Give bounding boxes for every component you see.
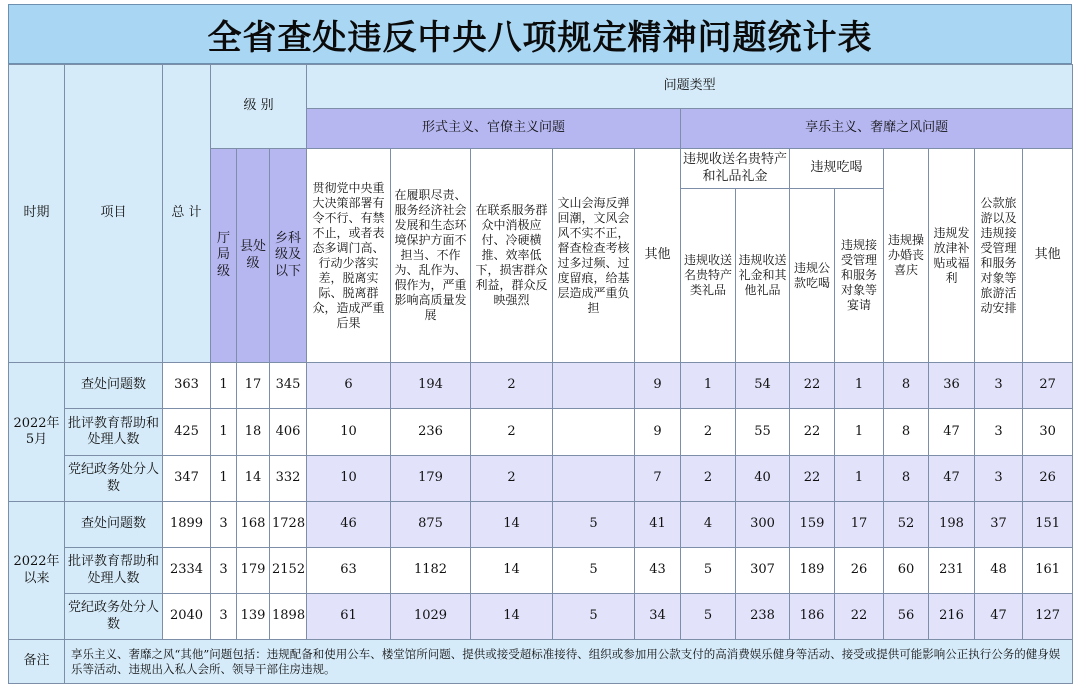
level-col-header: 县处级: [237, 149, 270, 363]
value-cell: 875: [391, 502, 471, 548]
hedonism-col-header: 违规操办婚丧喜庆: [884, 149, 929, 363]
note-label: 备注: [9, 640, 65, 684]
value-cell: 179: [391, 456, 471, 502]
table-row: [9, 548, 1073, 594]
issue-type-header: 问题类型: [307, 65, 1073, 109]
value-cell: 26: [1023, 456, 1073, 502]
value-cell: 14: [237, 456, 270, 502]
value-cell: 22: [790, 363, 835, 409]
value-cell: 1: [211, 409, 237, 456]
value-cell: 30: [1023, 409, 1073, 456]
gift-group-header: 违规收送名贵特产和礼品礼金: [681, 149, 790, 189]
item-cell: 批评教育帮助和处理人数: [65, 548, 163, 594]
value-cell: 2040: [163, 594, 211, 640]
value-cell: 14: [471, 502, 553, 548]
table-row: [9, 456, 1073, 502]
value-cell: 10: [307, 409, 391, 456]
gift-col-header: 违规收送名贵特产类礼品: [681, 189, 736, 363]
statistics-table: [8, 64, 1073, 684]
value-cell: 14: [471, 594, 553, 640]
table-row: [9, 502, 1073, 548]
value-cell: 3: [211, 548, 237, 594]
value-cell: 1029: [391, 594, 471, 640]
value-cell: 47: [975, 594, 1023, 640]
hedonism-group-header: 享乐主义、奢靡之风问题: [681, 109, 1073, 149]
value-cell: 2152: [270, 548, 307, 594]
value-cell: 3: [211, 594, 237, 640]
value-cell: 1: [211, 363, 237, 409]
value-cell: [553, 363, 635, 409]
value-cell: 216: [929, 594, 975, 640]
value-cell: 56: [884, 594, 929, 640]
table-title: 全省查处违反中央八项规定精神问题统计表: [8, 4, 1072, 64]
value-cell: 8: [884, 456, 929, 502]
item-cell: 批评教育帮助和处理人数: [65, 409, 163, 456]
hedonism-col-header: 其他: [1023, 149, 1073, 363]
value-cell: 27: [1023, 363, 1073, 409]
value-cell: 10: [307, 456, 391, 502]
value-cell: 168: [237, 502, 270, 548]
formalism-col-header: 在联系服务群众中消极应付、冷硬横推、效率低下，损害群众利益，群众反映强烈: [471, 149, 553, 363]
value-cell: 1: [835, 409, 884, 456]
value-cell: 54: [736, 363, 790, 409]
dining-col-header: 违规公款吃喝: [790, 189, 835, 363]
value-cell: 7: [635, 456, 681, 502]
value-cell: 236: [391, 409, 471, 456]
value-cell: 345: [270, 363, 307, 409]
value-cell: 189: [790, 548, 835, 594]
value-cell: 17: [835, 502, 884, 548]
value-cell: 5: [681, 548, 736, 594]
value-cell: 1: [681, 363, 736, 409]
item-cell: 查处问题数: [65, 502, 163, 548]
value-cell: 186: [790, 594, 835, 640]
value-cell: 47: [929, 409, 975, 456]
gift-col-header: 违规收送礼金和其他礼品: [736, 189, 790, 363]
total-header: 总 计: [163, 65, 211, 363]
formalism-col-header: 在履职尽责、服务经济社会发展和生态环境保护方面不担当、不作为、乱作为、假作为，严重影响高质量发展: [391, 149, 471, 363]
value-cell: 3: [975, 456, 1023, 502]
formalism-col-header: 贯彻党中央重大决策部署有令不行、有禁不止，或者表态多调门高、行动少落实差，脱离实际、脱离群众，造成严重后果: [307, 149, 391, 363]
formalism-col-header: 其他: [635, 149, 681, 363]
hedonism-col-header: 违规发放津补贴或福利: [929, 149, 975, 363]
formalism-group-header: 形式主义、官僚主义问题: [307, 109, 681, 149]
value-cell: 5: [553, 594, 635, 640]
level-col-header: 乡科级及以下: [270, 149, 307, 363]
value-cell: [553, 409, 635, 456]
value-cell: 8: [884, 409, 929, 456]
value-cell: 406: [270, 409, 307, 456]
period-header: 时期: [9, 65, 65, 363]
value-cell: 55: [736, 409, 790, 456]
value-cell: 40: [736, 456, 790, 502]
value-cell: 2: [471, 363, 553, 409]
value-cell: 1182: [391, 548, 471, 594]
value-cell: 347: [163, 456, 211, 502]
value-cell: 43: [635, 548, 681, 594]
value-cell: 231: [929, 548, 975, 594]
value-cell: 5: [681, 594, 736, 640]
item-cell: 党纪政务处分人数: [65, 456, 163, 502]
value-cell: 17: [237, 363, 270, 409]
dining-col-header: 违规接受管理和服务对象等宴请: [835, 189, 884, 363]
value-cell: 14: [471, 548, 553, 594]
value-cell: 1: [211, 456, 237, 502]
value-cell: 332: [270, 456, 307, 502]
value-cell: 63: [307, 548, 391, 594]
value-cell: 2: [471, 456, 553, 502]
item-cell: 党纪政务处分人数: [65, 594, 163, 640]
value-cell: 26: [835, 548, 884, 594]
table-row: [9, 363, 1073, 409]
value-cell: 60: [884, 548, 929, 594]
value-cell: 37: [975, 502, 1023, 548]
period-cell: 2022年以来: [9, 502, 65, 640]
note-text: 享乐主义、奢靡之风“其他”问题包括：违规配备和使用公车、楼堂馆所问题、提供或接受超标准接待、组织或参加用公款支付的高消费娱乐健身等活动、接受或提供可能影响公正执行公务的健身娱乐等活动、违规出入私人会所、领导干部住房违规。: [65, 640, 1073, 684]
value-cell: 2334: [163, 548, 211, 594]
table-row: [9, 409, 1073, 456]
value-cell: 3: [211, 502, 237, 548]
value-cell: 22: [835, 594, 884, 640]
value-cell: 159: [790, 502, 835, 548]
value-cell: 52: [884, 502, 929, 548]
value-cell: 22: [790, 409, 835, 456]
level-col-header: 厅局级: [211, 149, 237, 363]
value-cell: 9: [635, 363, 681, 409]
value-cell: 36: [929, 363, 975, 409]
value-cell: 1: [835, 456, 884, 502]
value-cell: 1898: [270, 594, 307, 640]
value-cell: 1899: [163, 502, 211, 548]
value-cell: 2: [681, 456, 736, 502]
value-cell: 8: [884, 363, 929, 409]
value-cell: [553, 456, 635, 502]
value-cell: 47: [929, 456, 975, 502]
value-cell: 300: [736, 502, 790, 548]
value-cell: 61: [307, 594, 391, 640]
value-cell: 22: [790, 456, 835, 502]
value-cell: 194: [391, 363, 471, 409]
value-cell: 425: [163, 409, 211, 456]
value-cell: 3: [975, 409, 1023, 456]
value-cell: 307: [736, 548, 790, 594]
value-cell: 46: [307, 502, 391, 548]
value-cell: 151: [1023, 502, 1073, 548]
period-cell: 2022年5月: [9, 363, 65, 502]
value-cell: 2: [471, 409, 553, 456]
value-cell: 198: [929, 502, 975, 548]
table-row: [9, 594, 1073, 640]
value-cell: 5: [553, 548, 635, 594]
dining-group-header: 违规吃喝: [790, 149, 884, 189]
value-cell: 161: [1023, 548, 1073, 594]
item-header: 项目: [65, 65, 163, 363]
value-cell: 1: [835, 363, 884, 409]
value-cell: 34: [635, 594, 681, 640]
value-cell: 238: [736, 594, 790, 640]
value-cell: 3: [975, 363, 1023, 409]
level-group-header: 级 别: [211, 65, 307, 149]
item-cell: 查处问题数: [65, 363, 163, 409]
value-cell: 41: [635, 502, 681, 548]
value-cell: 2: [681, 409, 736, 456]
value-cell: 18: [237, 409, 270, 456]
value-cell: 9: [635, 409, 681, 456]
value-cell: 1728: [270, 502, 307, 548]
value-cell: 4: [681, 502, 736, 548]
formalism-col-header: 文山会海反弹回潮，文风会风不实不正，督查检查考核过多过频、过度留痕，给基层造成严重负担: [553, 149, 635, 363]
value-cell: 5: [553, 502, 635, 548]
value-cell: 139: [237, 594, 270, 640]
value-cell: 363: [163, 363, 211, 409]
value-cell: 48: [975, 548, 1023, 594]
value-cell: 179: [237, 548, 270, 594]
value-cell: 6: [307, 363, 391, 409]
value-cell: 127: [1023, 594, 1073, 640]
hedonism-col-header: 公款旅游以及违规接受管理和服务对象等旅游活动安排: [975, 149, 1023, 363]
